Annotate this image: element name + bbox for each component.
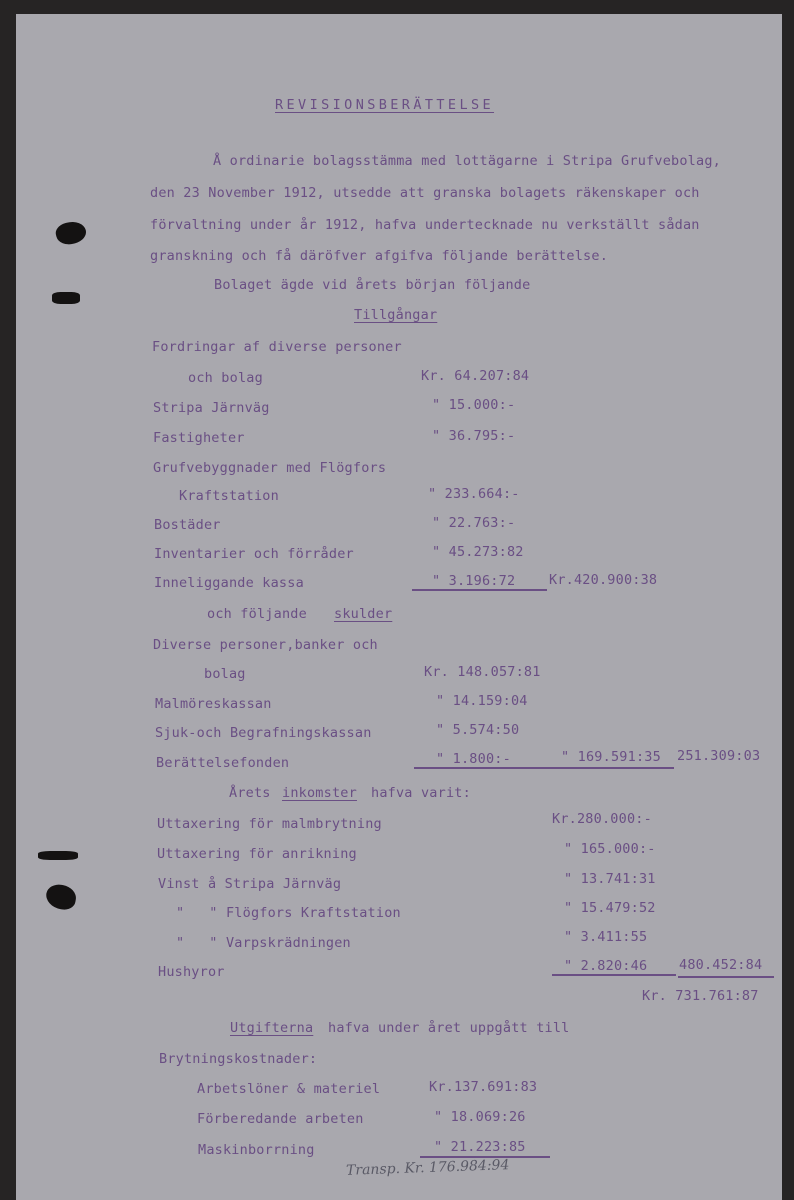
- expense-label: Förberedande arbeten: [197, 1111, 364, 1127]
- income-label: Uttaxering för malmbrytning: [157, 816, 382, 832]
- asset-label: Fordringar af diverse personer: [152, 339, 402, 355]
- sum-rule: [414, 767, 674, 769]
- debt-value: Kr. 148.057:81: [424, 664, 541, 680]
- income-label: " " Varpskrädningen: [176, 935, 351, 951]
- expense-label: Maskinborrning: [198, 1142, 315, 1158]
- debts-heading: skulder: [334, 606, 393, 622]
- expense-value: " 21.223:85: [434, 1139, 526, 1155]
- asset-label: Bostäder: [154, 517, 221, 533]
- income-label: Vinst å Stripa Järnväg: [158, 876, 342, 892]
- net-total: 251.309:03: [677, 748, 761, 764]
- debt-label: Malmöreskassan: [155, 696, 272, 712]
- debt-label: Diverse personer,banker och: [153, 637, 378, 653]
- sum-rule: [678, 976, 774, 978]
- debts-intro: och följande: [207, 606, 307, 622]
- expense-intro: hafva under året uppgått till: [328, 1020, 570, 1036]
- punch-hole: [38, 851, 78, 860]
- debt-value: " 14.159:04: [436, 693, 528, 709]
- assets-total: Kr.420.900:38: [549, 572, 658, 588]
- asset-label: och bolag: [188, 370, 263, 386]
- asset-label: Inventarier och förråder: [154, 546, 354, 562]
- income-label: Uttaxering för anrikning: [157, 846, 357, 862]
- debt-label: bolag: [204, 666, 246, 682]
- debts-sum: " 169.591:35: [561, 749, 661, 765]
- debt-value: " 5.574:50: [436, 722, 520, 738]
- expense-value: Kr.137.691:83: [429, 1079, 538, 1095]
- document-page: [16, 14, 782, 1200]
- income-value: " 3.411:55: [564, 929, 648, 945]
- income-total: 480.452:84: [679, 957, 763, 973]
- asset-value: " 45.273:82: [432, 544, 524, 560]
- expense-subheading: Brytningskostnader:: [159, 1051, 318, 1067]
- asset-value: " 36.795:-: [432, 428, 516, 444]
- income-value: " 2.820:46: [564, 958, 648, 974]
- asset-value: " 22.763:-: [432, 515, 516, 531]
- punch-hole: [52, 292, 80, 304]
- income-value: " 165.000:-: [564, 841, 656, 857]
- expense-heading: Utgifterna: [230, 1020, 314, 1036]
- income-value: " 15.479:52: [564, 900, 656, 916]
- intro-line: förvaltning under år 1912, hafva undertecknade nu verkställt sådan: [150, 217, 700, 233]
- grand-total: Kr. 731.761:87: [642, 988, 759, 1004]
- intro-line: granskning och få däröfver afgifva följande berättelse.: [150, 248, 609, 264]
- income-label: Hushyror: [158, 964, 225, 980]
- handwritten-note: Transp. Kr. 176.984:94: [345, 1157, 510, 1179]
- asset-label: Grufvebyggnader med Flögfors: [153, 460, 387, 476]
- expense-label: Arbetslöner & materiel: [197, 1081, 381, 1097]
- asset-value: " 15.000:-: [432, 397, 516, 413]
- asset-label: Inneliggande kassa: [154, 575, 304, 591]
- asset-label: Fastigheter: [153, 430, 245, 446]
- asset-value: " 233.664:-: [428, 486, 520, 502]
- income-heading: inkomster: [282, 785, 357, 801]
- debt-value: " 1.800:-: [436, 751, 511, 767]
- income-value: " 13.741:31: [564, 871, 656, 887]
- asset-label: Stripa Järnväg: [153, 400, 270, 416]
- punch-hole: [54, 218, 89, 247]
- intro-line: den 23 November 1912, utsedde att granska bolagets räkenskaper och: [150, 185, 700, 201]
- debt-label: Berättelsefonden: [156, 755, 290, 771]
- assets-heading: Tillgångar: [354, 307, 438, 323]
- income-label: " " Flögfors Kraftstation: [176, 905, 401, 921]
- asset-value: " 3.196:72: [432, 573, 516, 589]
- sum-rule: [412, 589, 547, 591]
- punch-hole: [44, 883, 78, 912]
- income-intro: Årets: [229, 785, 271, 801]
- expense-value: " 18.069:26: [434, 1109, 526, 1125]
- income-value: Kr.280.000:-: [552, 811, 652, 827]
- asset-label: Kraftstation: [179, 488, 279, 504]
- document-title: REVISIONSBERÄTTELSE: [275, 97, 495, 113]
- debt-label: Sjuk-och Begrafningskassan: [155, 725, 372, 741]
- asset-value: Kr. 64.207:84: [421, 368, 530, 384]
- lead-line: Bolaget ägde vid årets början följande: [214, 277, 531, 293]
- sum-rule: [552, 974, 676, 976]
- intro-line: Å ordinarie bolagsstämma med lottägarne i Stripa Grufvebolag,: [213, 153, 721, 169]
- income-intro: hafva varit:: [371, 785, 471, 801]
